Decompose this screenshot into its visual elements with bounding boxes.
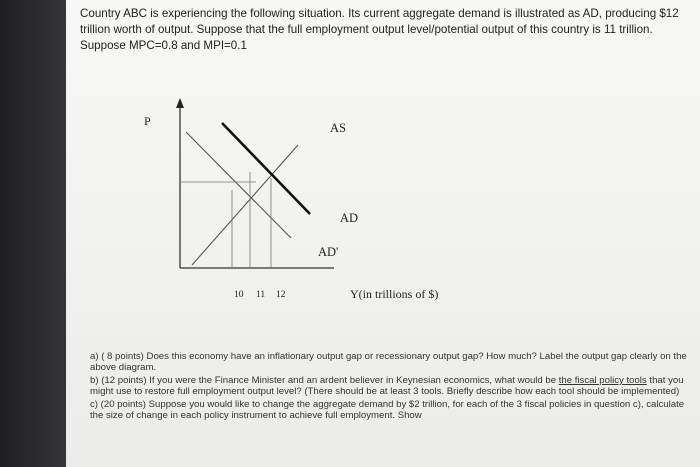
as-label: AS	[330, 121, 346, 135]
x-axis-label: Y(in trillions of $)	[350, 287, 439, 301]
question-c: c) (20 points) Suppose you would like to change the aggregate demand by $2 trillion, for each of the 3 fiscal policies in question c), calculate the size of change in each policy instrument to achieve full employment. Show	[90, 398, 685, 422]
y-axis-arrow	[176, 98, 184, 108]
question-b	[90, 375, 690, 398]
ad-label: AD	[340, 211, 359, 225]
problem-intro: Country ABC is experiencing the following situation. Its current aggregate demand is illustrated as AD, producing $12 trillion worth of output. Suppose that the full employment output level/potential output of this country is 11 trillion. Suppose MPC=0.8 and MPI=0.1	[80, 7, 679, 52]
tick-label-10: 10	[234, 290, 244, 300]
question-b-rest: that you might use to restore full employment output level? (There should be at least 3 tools. Briefly describe how each tool should be implemented)	[90, 374, 684, 398]
paper-sheet	[66, 0, 700, 467]
tick-label-11: 11	[256, 290, 266, 300]
fiscal-policy-tools-underlined: the fiscal policy tools	[558, 374, 647, 386]
as-curve	[192, 145, 298, 265]
ad-as-diagram	[66, 0, 700, 350]
y-axis-label: P	[144, 114, 151, 128]
tick-label-12: 12	[276, 290, 286, 300]
ad-prime-curve	[186, 132, 291, 238]
desk-background	[0, 0, 66, 467]
ad-curve	[222, 123, 310, 214]
question-b-intro: b) (12 points) If you were the Finance Minister and an ardent believer in Keynesian economics, what would be	[90, 374, 559, 386]
questions-block	[90, 351, 690, 422]
question-a: a) ( 8 points) Does this economy have an inflationary output gap or recessionary output gap? How much? Label the output gap clearly on the above diagram.	[90, 351, 687, 374]
ad-prime-label: AD'	[318, 245, 339, 259]
